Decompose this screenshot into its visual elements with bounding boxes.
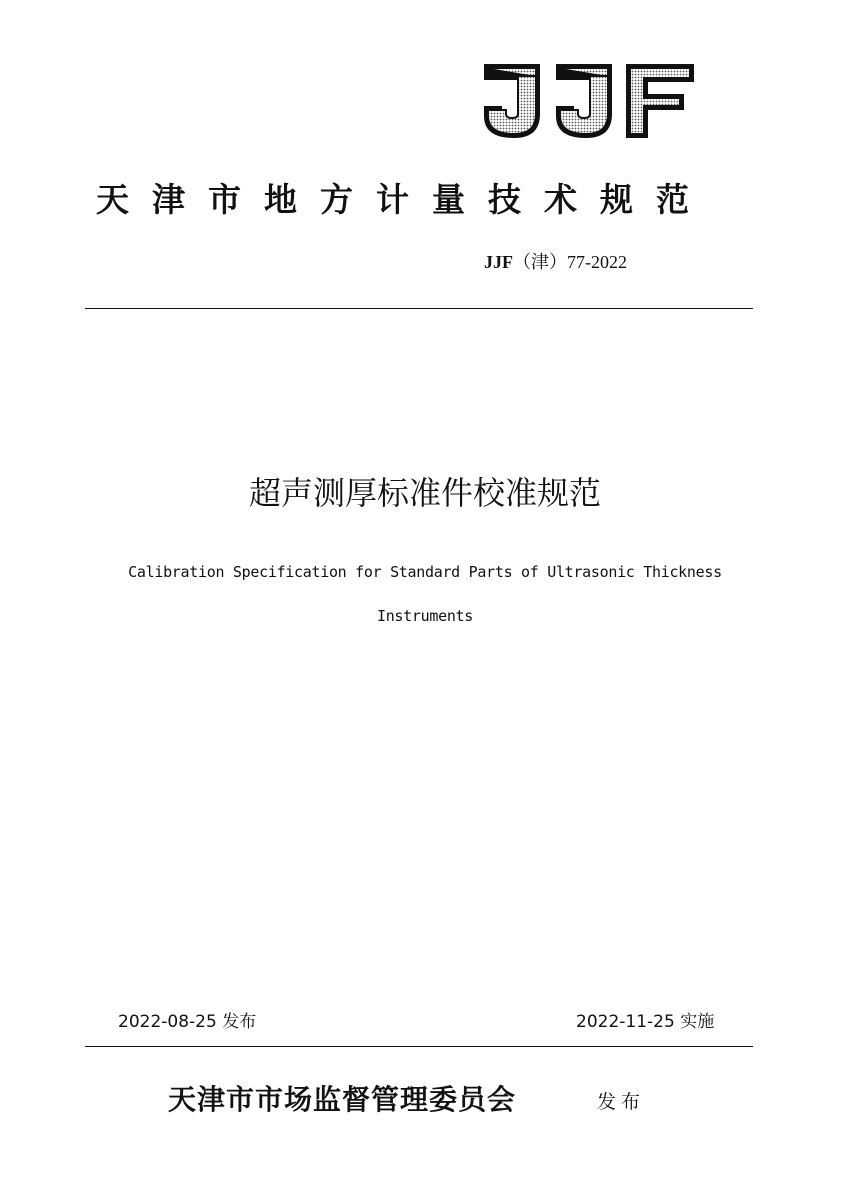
publisher-name: 天津市市场监督管理委员会 bbox=[168, 1083, 517, 1116]
title-english-line2: Instruments bbox=[376, 607, 474, 625]
logo-letter-j2 bbox=[556, 64, 612, 138]
effective-date: 2022-11-25 bbox=[576, 1012, 675, 1032]
code-number: 77-2022 bbox=[567, 252, 627, 272]
effective-date-block bbox=[576, 1010, 714, 1034]
standard-code bbox=[484, 250, 627, 274]
effective-label: 实施 bbox=[680, 1012, 715, 1032]
jjf-logo bbox=[478, 58, 698, 142]
code-prefix: JJF bbox=[484, 252, 513, 272]
issue-label: 发布 bbox=[222, 1012, 257, 1032]
top-divider bbox=[85, 308, 753, 309]
issue-date-block bbox=[118, 1010, 256, 1034]
title-english-line1: Calibration Specification for Standard Parts of Ultrasonic Thickness bbox=[128, 563, 722, 581]
standard-type-heading: 天津市地方计量技术规范 bbox=[96, 180, 712, 219]
publish-label: 发布 bbox=[597, 1091, 646, 1113]
logo-letter-f bbox=[626, 64, 694, 138]
code-region: （津） bbox=[513, 252, 567, 272]
issue-date: 2022-08-25 bbox=[118, 1012, 217, 1032]
bottom-divider bbox=[85, 1046, 753, 1047]
logo-letter-j1 bbox=[484, 64, 540, 138]
title-chinese: 超声测厚标准件校准规范 bbox=[248, 474, 601, 512]
